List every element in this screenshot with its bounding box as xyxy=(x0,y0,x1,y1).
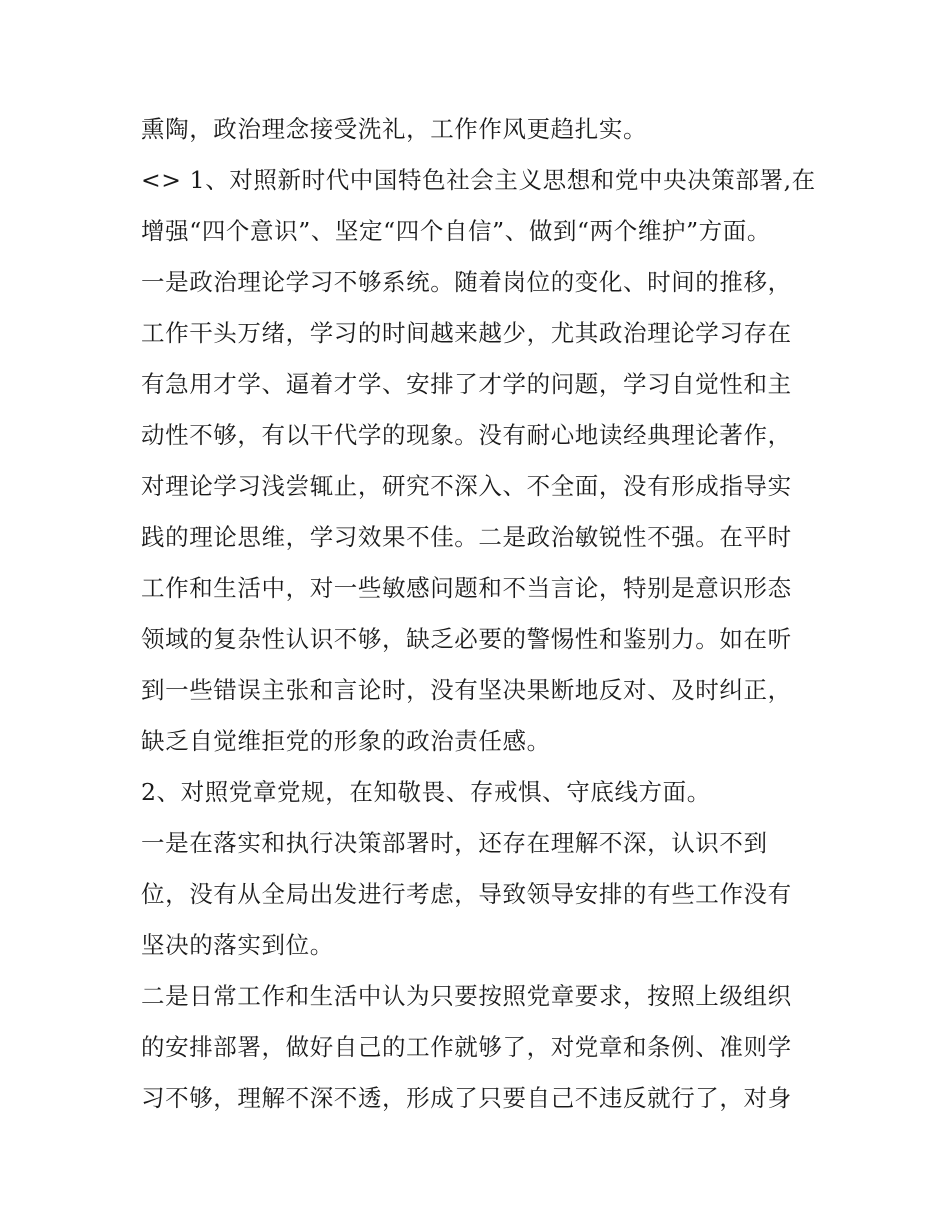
text-line: 动性不够，有以干代学的现象。没有耐心地读经典理论著作， xyxy=(141,421,792,449)
text-line: 到一些错误主张和言论时，没有坚决果断地反对、及时纠正， xyxy=(141,676,792,704)
text-line: 熏陶，政治理念接受洗礼，工作作风更趋扎实。 xyxy=(141,115,648,143)
text-line: 领域的复杂性认识不够，缺乏必要的警惕性和鉴别力。如在听 xyxy=(141,625,792,653)
text-line: 二是日常工作和生活中认为只要按照党章要求，按照上级组织 xyxy=(141,982,792,1010)
text-line: 2、对照党章党规，在知敬畏、存戒惧、守底线方面。 xyxy=(141,778,711,806)
text-line: 坚决的落实到位。 xyxy=(141,931,334,959)
text-line: 有急用才学、逼着才学、安排了才学的问题，学习自觉性和主 xyxy=(141,370,792,398)
text-line: 一是在落实和执行决策部署时，还存在理解不深，认识不到 xyxy=(141,829,768,857)
text-line: 增强“四个意识”、坚定“四个自信”、做到“两个维护”方面。 xyxy=(141,217,771,245)
text-line: 位，没有从全局出发进行考虑，导致领导安排的有些工作没有 xyxy=(141,880,792,908)
text-line: 缺乏自觉维拒党的形象的政治责任感。 xyxy=(141,727,551,755)
text-line: 的安排部署，做好自己的工作就够了，对党章和条例、准则学 xyxy=(141,1033,792,1061)
text-line: 工作干头万绪，学习的时间越来越少，尤其政治理论学习存在 xyxy=(141,319,792,347)
text-line: <> 1、对照新时代中国特色社会主义思想和党中央决策部署,在 xyxy=(141,166,816,194)
text-line: 习不够，理解不深不透，形成了只要自己不违反就行了，对身 xyxy=(141,1084,792,1112)
text-line: 一是政治理论学习不够系统。随着岗位的变化、时间的推移， xyxy=(141,268,792,296)
text-line: 践的理论思维，学习效果不佳。二是政治敏锐性不强。在平时 xyxy=(141,523,792,551)
text-line: 工作和生活中，对一些敏感问题和不当言论，特别是意识形态 xyxy=(141,574,792,602)
body-text xyxy=(141,104,821,1124)
text-line: 对理论学习浅尝辄止，研究不深入、不全面，没有形成指导实 xyxy=(141,472,792,500)
